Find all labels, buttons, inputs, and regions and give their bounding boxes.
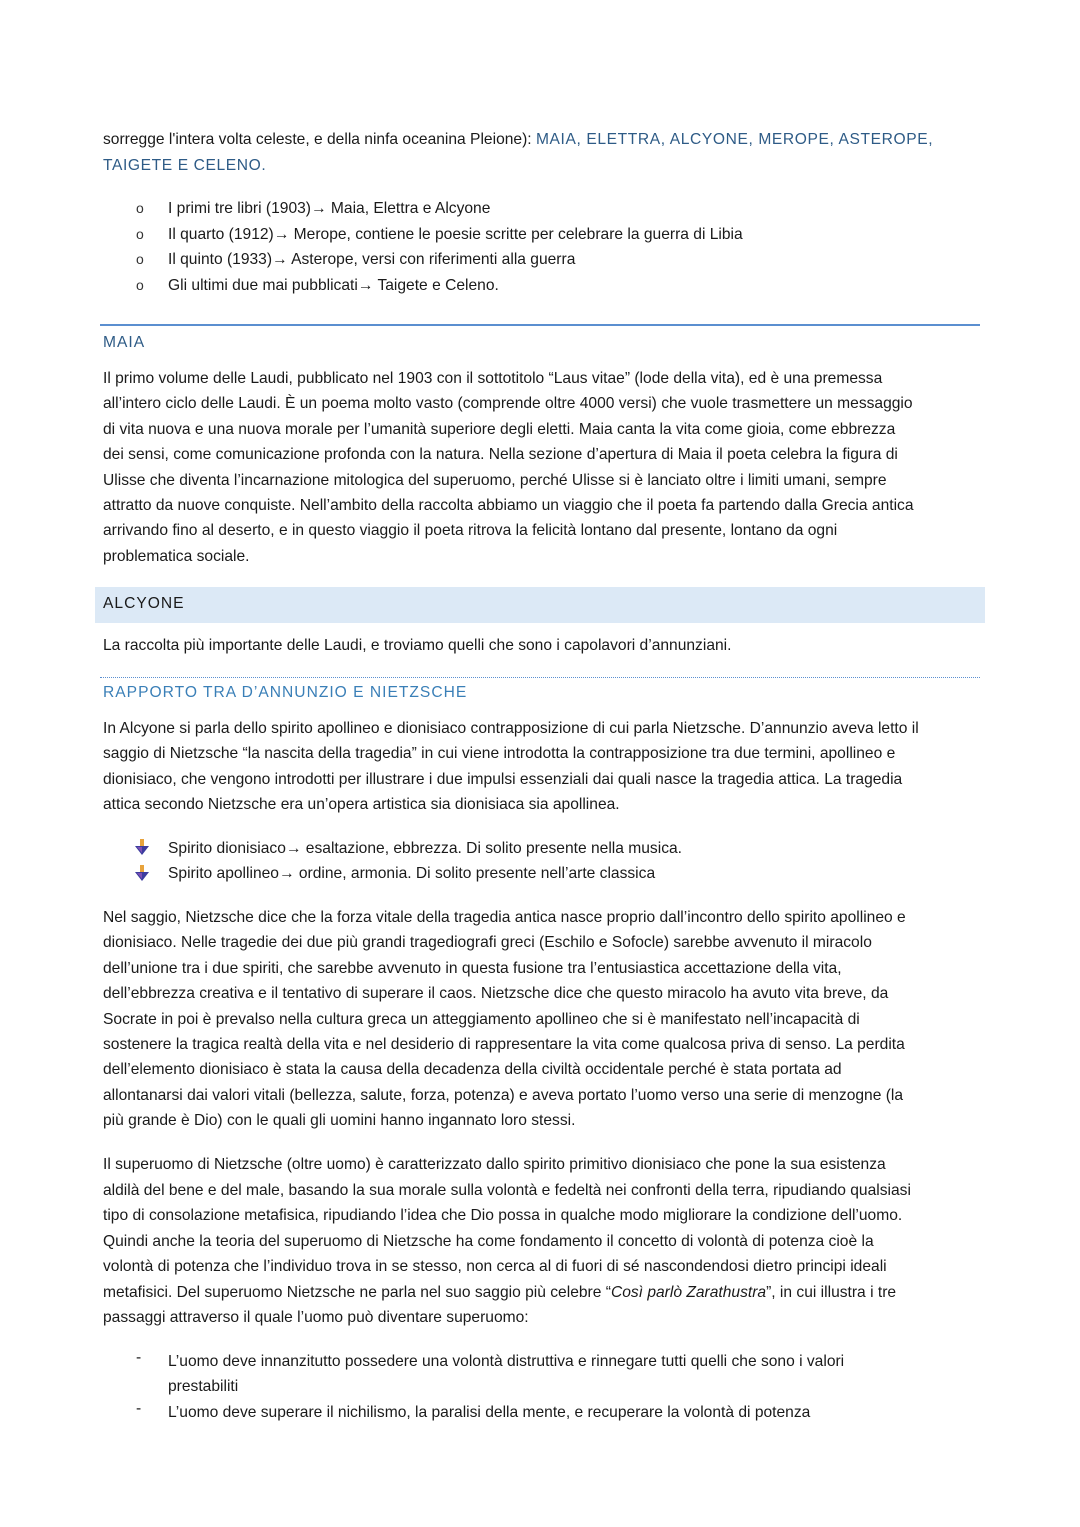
alcyone-text: La raccolta più importante delle Laudi, e troviamo quelli che sono i capolavori d’annunziani. (103, 637, 732, 654)
dotted-divider (100, 677, 980, 678)
maia-line: Il primo volume delle Laudi, pubblicato nel 1903 con il sottotitolo “Laus vitae” (lode della vita), ed è una premessa (103, 370, 883, 387)
heading-maia: MAIA (103, 334, 146, 351)
list-bullet: o (136, 251, 144, 267)
spirit-item: Spirito dionisiaco→ esaltazione, ebbrezza. Di solito presente nella musica. (168, 840, 682, 857)
list-item: Gli ultimi due mai pubblicati→ Taigete e Celeno. (168, 277, 499, 294)
book-title: Così parlò Zarathustra (610, 1284, 767, 1301)
list-item: Il quinto (1933)→ Asterope, versi con riferimenti alla guerra (168, 251, 576, 268)
rapporto-line: saggio di Nietzsche “la nascita della tragedia” in cui viene introdotta la contrapposizione tra due termini, apollineo e (103, 745, 896, 762)
step-item: L’uomo deve superare il nichilismo, la paralisi della mente, e recuperare la volontà di potenza (168, 1404, 811, 1421)
rapporto-p2-line: dell’elemento dionisiaco è stata la causa della decadenza della civiltà occidentale perché è stata portata ad (103, 1061, 842, 1078)
rapporto-p3-line: tipo di consolazione metafisica, ripudiando l’idea che Dio possa in qualche modo migliorare la condizione dell’uomo. (103, 1207, 903, 1224)
step-item: L’uomo deve innanzitutto possedere una volontà distruttiva e rinnegare tutti quelli che sono i valori (168, 1353, 845, 1370)
rapporto-p2-line: Socrate in poi è prevalso nella cultura greca un atteggiamento apollineo che si è manifestato nell’incapacità di (103, 1011, 860, 1028)
dash-bullet: - (136, 1349, 142, 1366)
spirit-item: Spirito apollineo→ ordine, armonia. Di solito presente nell’arte classica (168, 865, 656, 882)
maia-line: di vita nuova e una nuova morale per l’umanità superiore degli eletti. Maia canta la vita come gioia, come ebbrezza (103, 421, 896, 438)
maia-line: problematica sociale. (103, 548, 250, 565)
pleiades-names: MAIA, ELETTRA, ALCYONE, MEROPE, ASTEROPE, (535, 131, 934, 148)
heading-alcyone: ALCYONE (103, 595, 185, 612)
rapporto-line: dionisiaco, che vengono introdotti per illustrare i due impulsi essenziali dai quali nasce la tragedia attica. La tragedia (103, 771, 903, 788)
rapporto-p3-line: volontà di potenza che l’individuo trova in se stesso, non cerca al di fuori di sé nascondendosi dietro principi ideali (103, 1258, 887, 1275)
section-divider (100, 324, 980, 326)
list-bullet: o (136, 200, 144, 216)
rapporto-p3-line: passaggi attraverso il quale l’uomo può diventare superuomo: (103, 1309, 529, 1326)
rapporto-p3-line: Quindi anche la teoria del superuomo di Nietzsche ha come fondamento il concetto di volontà di potenza cioè la (103, 1233, 874, 1250)
intro-text: sorregge l'intera volta celeste, e della ninfa oceanina Pleione): (103, 131, 536, 148)
rapporto-line: attica secondo Nietzsche era un’opera artistica sia dionisiaca sia apollinea. (103, 796, 620, 813)
maia-line: Ulisse che diventa l’incarnazione mitologica del superuomo, perché Ulisse si è lanciato oltre i limiti umani, sempre (103, 472, 887, 489)
intro-line-2: TAIGETE E CELENO. (103, 157, 267, 174)
text-segment: ”, in cui illustra i tre (766, 1284, 897, 1301)
dash-bullet: - (136, 1400, 142, 1417)
rapporto-line: In Alcyone si parla dello spirito apollineo e dionisiaco contrapposizione di cui parla Nietzsche. D’annunzio aveva letto il (103, 720, 919, 737)
heading-rapporto: RAPPORTO TRA D’ANNUNZIO E NIETZSCHE (103, 684, 468, 701)
rapporto-p3-line (103, 1280, 975, 1305)
maia-line: dei sensi, come comunicazione profonda con la natura. Nella sezione d’apertura di Maia il poeta celebra la figura di (103, 446, 898, 463)
down-arrow-bullet-icon (134, 838, 150, 856)
rapporto-p3-line: aldilà del bene e del male, basando la sua morale sulla volontà e fedeltà nei confronti della terra, ripudiando qualsiasi (103, 1182, 911, 1199)
rapporto-p2-line: dell’unione tra i due spiriti, che sarebbe avvenuto in questa fusione tra l’entusiastica accettazione della vita, (103, 960, 842, 977)
maia-line: attratto da nuove conquiste. Nell’ambito della raccolta abbiamo un viaggio che il poeta fa partendo dalla Grecia antica (103, 497, 914, 514)
rapporto-p2-line: dell’ebbrezza creativa e il tentativo di superare il caos. Nietzsche dice che questo miracolo ha avuto vita breve, da (103, 985, 889, 1002)
rapporto-p2-line: più grande è Dio) con le quali gli uomini hanno ingannato loro stessi. (103, 1112, 576, 1129)
list-item: Il quarto (1912)→ Merope, contiene le poesie scritte per celebrare la guerra di Libia (168, 226, 743, 243)
rapporto-p2-line: sostenere la tragica realtà della vita e nel desiderio di rappresentare la vita come qualcosa priva di senso. La perdita (103, 1036, 905, 1053)
rapporto-p2-line: allontanarsi dai valori vitali (bellezza, salute, forza, potenza) e aveva portato l’uomo verso una serie di menzogne (la (103, 1087, 904, 1104)
rapporto-p2-line: Nel saggio, Nietzsche dice che la forza vitale della tragedia antica nasce proprio dall’incontro dello spirito apollineo e (103, 909, 906, 926)
list-bullet: o (136, 226, 144, 242)
heading-alcyone-band (95, 587, 985, 623)
rapporto-p3-line: Il superuomo di Nietzsche (oltre uomo) è caratterizzato dallo spirito primitivo dionisiaco che pone la sua esistenza (103, 1156, 886, 1173)
intro-line-1 (103, 127, 975, 152)
text-segment: metafisici. Del superuomo Nietzsche ne parla nel suo saggio più celebre “ (103, 1284, 611, 1301)
step-item-cont: prestabiliti (168, 1378, 239, 1395)
list-bullet: o (136, 277, 144, 293)
down-arrow-bullet-icon (134, 864, 150, 882)
maia-line: all’intero ciclo delle Laudi. È un poema molto vasto (comprende oltre 4000 versi) che vuole trasmettere un messaggio (103, 395, 913, 412)
list-item: I primi tre libri (1903)→ Maia, Elettra e Alcyone (168, 200, 491, 217)
rapporto-p2-line: dionisiaco. Nelle tragedie dei due più grandi tragediografi greci (Eschilo e Sofocle) sarebbe avvenuto il miracolo (103, 934, 872, 951)
maia-line: arrivando fino al deserto, e in questo viaggio il poeta ritrova la felicità lontano dal presente, lontano da ogni (103, 522, 838, 539)
